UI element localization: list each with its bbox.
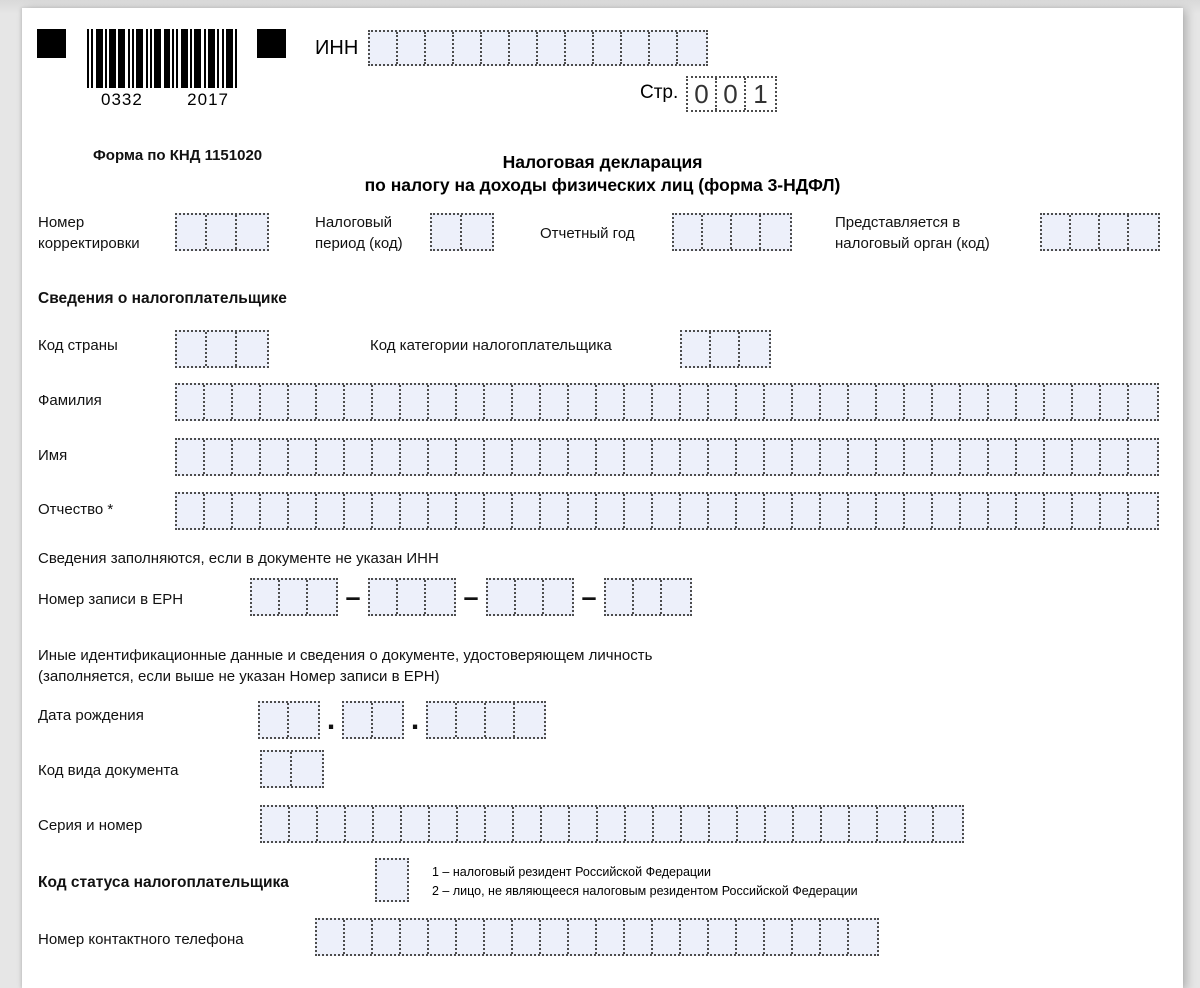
ern-label: Номер записи в ЕРН xyxy=(38,591,184,608)
tax-authority-label: Представляется в налоговый орган (код) xyxy=(835,214,990,252)
input-cell[interactable] xyxy=(703,215,732,249)
input-cell[interactable] xyxy=(486,703,515,737)
input-cell[interactable] xyxy=(344,703,373,737)
input-cell[interactable] xyxy=(989,440,1017,474)
input-cell[interactable] xyxy=(989,494,1017,528)
birth-year-field[interactable] xyxy=(426,701,546,739)
input-cell[interactable] xyxy=(261,385,289,419)
input-cell[interactable] xyxy=(761,215,790,249)
input-cell[interactable] xyxy=(401,385,429,419)
inn-label: ИНН xyxy=(315,37,359,59)
phone-field[interactable] xyxy=(315,918,879,956)
barcode-bars xyxy=(87,29,237,88)
input-cell[interactable] xyxy=(207,215,237,249)
birth-date-field-row xyxy=(258,697,546,743)
surname-field[interactable] xyxy=(175,383,1159,421)
input-cell[interactable] xyxy=(177,215,207,249)
input-cell[interactable] xyxy=(398,32,426,64)
input-cell[interactable] xyxy=(377,860,407,900)
correction-field[interactable] xyxy=(175,213,269,251)
surname-label: Фамилия xyxy=(38,392,102,409)
input-cell[interactable] xyxy=(622,32,650,64)
series-number-label: Серия и номер xyxy=(38,817,143,834)
input-cell[interactable] xyxy=(262,807,290,841)
phone-label: Номер контактного телефона xyxy=(38,931,244,948)
input-cell[interactable] xyxy=(401,440,429,474)
input-cell[interactable] xyxy=(233,385,261,419)
input-cell[interactable] xyxy=(765,494,793,528)
input-cell[interactable] xyxy=(934,807,962,841)
input-cell[interactable] xyxy=(261,494,289,528)
input-cell[interactable] xyxy=(428,703,457,737)
input-cell[interactable] xyxy=(345,494,373,528)
input-cell[interactable]: 1 xyxy=(753,78,768,109)
input-cell[interactable] xyxy=(462,215,492,249)
category-code-label: Код категории налогоплательщика xyxy=(370,337,612,354)
page-number-field xyxy=(686,76,777,112)
tax-period-label: Налоговый период (код) xyxy=(315,214,403,252)
input-cell[interactable] xyxy=(317,440,345,474)
input-cell[interactable] xyxy=(566,32,594,64)
dot-separator: . xyxy=(326,703,336,736)
input-cell[interactable] xyxy=(308,580,336,614)
input-cell[interactable] xyxy=(260,703,289,737)
input-cell[interactable] xyxy=(482,32,510,64)
input-cell[interactable] xyxy=(681,920,709,954)
series-number-field[interactable] xyxy=(260,805,964,843)
input-cell[interactable] xyxy=(821,385,849,419)
doc-type-label: Код вида документа xyxy=(38,762,179,779)
input-cell[interactable] xyxy=(432,215,462,249)
input-cell[interactable] xyxy=(793,494,821,528)
ern-group-2[interactable] xyxy=(368,578,456,616)
barcode-text-left: 0332 xyxy=(101,90,143,109)
dot-separator: . xyxy=(410,703,420,736)
input-cell[interactable] xyxy=(1045,440,1073,474)
input-cell[interactable] xyxy=(793,920,821,954)
country-code-field[interactable] xyxy=(175,330,269,368)
input-cell[interactable] xyxy=(933,385,961,419)
input-cell[interactable] xyxy=(905,385,933,419)
input-cell[interactable] xyxy=(1073,494,1101,528)
input-cell[interactable] xyxy=(205,385,233,419)
input-cell[interactable] xyxy=(318,807,346,841)
input-cell[interactable] xyxy=(374,807,402,841)
input-cell[interactable] xyxy=(454,32,482,64)
input-cell[interactable] xyxy=(513,385,541,419)
input-cell[interactable] xyxy=(732,215,761,249)
input-cell[interactable] xyxy=(289,440,317,474)
ern-field-row xyxy=(250,578,692,616)
input-cell[interactable] xyxy=(634,580,662,614)
input-cell[interactable] xyxy=(740,332,769,366)
input-cell[interactable] xyxy=(1017,494,1045,528)
input-cell[interactable] xyxy=(289,494,317,528)
input-cell[interactable] xyxy=(678,32,706,64)
correction-label: Номер корректировки xyxy=(38,214,140,252)
input-cell[interactable] xyxy=(485,385,513,419)
input-cell[interactable] xyxy=(541,494,569,528)
input-cell[interactable] xyxy=(794,807,822,841)
form-title xyxy=(22,151,1183,197)
birth-date-label: Дата рождения xyxy=(38,707,144,724)
input-cell[interactable] xyxy=(1017,440,1045,474)
input-cell[interactable] xyxy=(738,807,766,841)
input-cell[interactable] xyxy=(289,385,317,419)
input-cell[interactable] xyxy=(485,494,513,528)
input-cell[interactable] xyxy=(653,494,681,528)
input-cell[interactable] xyxy=(961,494,989,528)
input-cell[interactable] xyxy=(682,807,710,841)
page-number-label: Стр. xyxy=(640,82,679,103)
ern-group-3[interactable] xyxy=(486,578,574,616)
input-cell[interactable] xyxy=(933,440,961,474)
input-cell[interactable] xyxy=(370,580,398,614)
input-cell[interactable] xyxy=(373,703,402,737)
input-cell[interactable] xyxy=(514,807,542,841)
input-cell[interactable] xyxy=(877,385,905,419)
input-cell[interactable] xyxy=(569,920,597,954)
input-cell[interactable] xyxy=(681,494,709,528)
input-cell[interactable] xyxy=(849,920,877,954)
input-cell[interactable] xyxy=(597,440,625,474)
patronymic-field[interactable] xyxy=(175,492,1159,530)
input-cell[interactable] xyxy=(674,215,703,249)
input-cell[interactable] xyxy=(457,440,485,474)
input-cell[interactable] xyxy=(207,332,237,366)
input-cell[interactable] xyxy=(1129,494,1157,528)
barcode-text-right: 2017 xyxy=(187,90,229,109)
input-cell[interactable] xyxy=(906,807,934,841)
input-cell[interactable] xyxy=(1129,215,1158,249)
input-cell[interactable] xyxy=(1073,440,1101,474)
patronymic-label: Отчество * xyxy=(38,501,114,518)
input-cell[interactable] xyxy=(516,580,544,614)
input-cell[interactable] xyxy=(849,494,877,528)
input-cell[interactable] xyxy=(373,920,401,954)
registration-mark-left xyxy=(37,29,66,58)
input-cell[interactable] xyxy=(822,807,850,841)
input-cell[interactable] xyxy=(488,580,516,614)
input-cell[interactable] xyxy=(513,920,541,954)
input-cell[interactable] xyxy=(345,385,373,419)
input-cell[interactable] xyxy=(765,385,793,419)
inn-field[interactable] xyxy=(368,30,708,66)
input-cell[interactable] xyxy=(289,703,318,737)
input-cell[interactable] xyxy=(402,807,430,841)
taxpayer-section-header: Сведения о налогоплательщике xyxy=(38,290,287,307)
input-cell[interactable] xyxy=(346,807,374,841)
country-code-label: Код страны xyxy=(38,337,118,354)
input-cell[interactable] xyxy=(653,920,681,954)
input-cell[interactable] xyxy=(737,440,765,474)
input-cell[interactable] xyxy=(662,580,690,614)
input-cell[interactable] xyxy=(373,440,401,474)
input-cell[interactable] xyxy=(654,807,682,841)
input-cell[interactable] xyxy=(1100,215,1129,249)
dash-separator: – xyxy=(345,582,361,612)
input-cell[interactable] xyxy=(793,440,821,474)
name-label: Имя xyxy=(38,447,68,464)
status-option-2: 2 – лицо, не являющееся налоговым резидентом Российской Федерации xyxy=(432,884,858,898)
input-cell[interactable] xyxy=(345,440,373,474)
dash-separator: – xyxy=(581,582,597,612)
input-cell[interactable] xyxy=(681,385,709,419)
input-cell[interactable] xyxy=(933,494,961,528)
input-cell[interactable] xyxy=(486,807,514,841)
registration-mark-right xyxy=(257,29,286,58)
input-cell[interactable] xyxy=(205,440,233,474)
input-cell[interactable] xyxy=(878,807,906,841)
input-cell[interactable] xyxy=(1073,385,1101,419)
birth-month-field[interactable] xyxy=(342,701,404,739)
input-cell[interactable] xyxy=(625,494,653,528)
input-cell[interactable] xyxy=(793,385,821,419)
ern-group-4[interactable] xyxy=(604,578,692,616)
input-cell[interactable] xyxy=(429,920,457,954)
input-cell[interactable] xyxy=(205,494,233,528)
input-cell[interactable] xyxy=(709,920,737,954)
input-cell[interactable] xyxy=(510,32,538,64)
input-cell[interactable] xyxy=(426,580,454,614)
input-cell[interactable] xyxy=(177,440,205,474)
input-cell[interactable] xyxy=(961,440,989,474)
input-cell[interactable] xyxy=(485,920,513,954)
input-cell[interactable] xyxy=(1101,440,1129,474)
input-cell[interactable] xyxy=(737,385,765,419)
input-cell[interactable] xyxy=(317,920,345,954)
input-cell[interactable] xyxy=(513,440,541,474)
input-cell[interactable] xyxy=(513,494,541,528)
input-cell[interactable] xyxy=(569,440,597,474)
input-cell[interactable] xyxy=(850,807,878,841)
status-option-1: 1 – налоговый резидент Российской Федерации xyxy=(432,865,712,879)
input-cell[interactable] xyxy=(625,920,653,954)
input-cell[interactable] xyxy=(653,440,681,474)
input-cell[interactable] xyxy=(261,440,289,474)
input-cell[interactable] xyxy=(541,920,569,954)
form-code: Форма по КНД 1151020 xyxy=(93,147,263,164)
input-cell[interactable] xyxy=(1042,215,1071,249)
input-cell[interactable] xyxy=(1129,440,1157,474)
input-cell[interactable] xyxy=(821,440,849,474)
input-cell[interactable] xyxy=(1045,385,1073,419)
input-cell[interactable] xyxy=(766,807,794,841)
input-cell[interactable]: 0 xyxy=(717,78,746,110)
input-cell[interactable] xyxy=(398,580,426,614)
input-cell[interactable] xyxy=(1101,494,1129,528)
input-cell[interactable] xyxy=(569,494,597,528)
name-field[interactable] xyxy=(175,438,1159,476)
input-cell[interactable] xyxy=(457,920,485,954)
form-title-line2: по налогу на доходы физических лиц (форма 3-НДФЛ) xyxy=(364,175,841,195)
input-cell[interactable] xyxy=(233,440,261,474)
form-title-line1: Налоговая декларация xyxy=(502,152,703,172)
report-year-label: Отчетный год xyxy=(540,225,635,242)
input-cell[interactable] xyxy=(606,580,634,614)
status-field[interactable] xyxy=(375,858,409,902)
input-cell[interactable] xyxy=(570,807,598,841)
input-cell[interactable] xyxy=(625,440,653,474)
status-options xyxy=(432,863,858,901)
input-cell[interactable] xyxy=(317,494,345,528)
input-cell[interactable] xyxy=(1101,385,1129,419)
input-cell[interactable] xyxy=(877,494,905,528)
input-cell[interactable] xyxy=(429,385,457,419)
input-cell[interactable]: 0 xyxy=(688,78,717,110)
input-cell[interactable] xyxy=(650,32,678,64)
tax-authority-field[interactable] xyxy=(1040,213,1160,251)
status-label: Код статуса налогоплательщика xyxy=(38,874,289,891)
input-cell[interactable] xyxy=(625,385,653,419)
input-cell[interactable] xyxy=(292,752,322,786)
barcode-caption xyxy=(87,88,237,110)
input-cell[interactable] xyxy=(682,332,711,366)
input-cell[interactable] xyxy=(177,494,205,528)
input-cell[interactable] xyxy=(989,385,1017,419)
input-cell[interactable] xyxy=(237,215,267,249)
doc-type-field[interactable] xyxy=(260,750,324,788)
input-cell[interactable] xyxy=(515,703,544,737)
input-cell[interactable] xyxy=(262,752,292,786)
input-cell[interactable] xyxy=(849,440,877,474)
input-cell[interactable] xyxy=(370,32,398,64)
input-cell[interactable] xyxy=(821,920,849,954)
input-cell[interactable] xyxy=(485,440,513,474)
input-cell[interactable] xyxy=(373,385,401,419)
input-cell[interactable] xyxy=(233,494,261,528)
form-barcode xyxy=(87,29,237,110)
input-cell[interactable] xyxy=(457,494,485,528)
input-cell[interactable] xyxy=(961,385,989,419)
tax-period-field[interactable] xyxy=(430,213,494,251)
input-cell[interactable] xyxy=(457,385,485,419)
input-cell[interactable] xyxy=(541,440,569,474)
input-cell[interactable] xyxy=(541,385,569,419)
input-cell[interactable] xyxy=(290,807,318,841)
input-cell[interactable] xyxy=(177,385,205,419)
input-cell[interactable] xyxy=(1017,385,1045,419)
input-cell[interactable] xyxy=(765,920,793,954)
input-cell[interactable] xyxy=(317,385,345,419)
dash-separator: – xyxy=(463,582,479,612)
input-cell[interactable] xyxy=(594,32,622,64)
input-cell[interactable] xyxy=(429,440,457,474)
input-cell[interactable] xyxy=(401,494,429,528)
input-cell[interactable] xyxy=(710,807,738,841)
input-cell[interactable] xyxy=(653,385,681,419)
input-cell[interactable] xyxy=(237,332,267,366)
input-cell[interactable] xyxy=(252,580,280,614)
other-id-note: Иные идентификационные данные и сведения о документе, удостоверяющем личность (заполняется, если выше не указан Номер записи в ЕРН) xyxy=(38,647,653,685)
input-cell[interactable] xyxy=(426,32,454,64)
input-cell[interactable] xyxy=(597,385,625,419)
inn-note: Сведения заполняются, если в документе не указан ИНН xyxy=(38,550,439,567)
input-cell[interactable] xyxy=(849,385,877,419)
input-cell[interactable] xyxy=(905,494,933,528)
input-cell[interactable] xyxy=(177,332,207,366)
input-cell[interactable] xyxy=(905,440,933,474)
input-cell[interactable] xyxy=(1129,385,1157,419)
input-cell[interactable] xyxy=(542,807,570,841)
input-cell[interactable] xyxy=(709,440,737,474)
input-cell[interactable] xyxy=(737,920,765,954)
input-cell[interactable] xyxy=(821,494,849,528)
input-cell[interactable] xyxy=(626,807,654,841)
form-page xyxy=(22,8,1183,988)
birth-day-field[interactable] xyxy=(258,701,320,739)
input-cell[interactable] xyxy=(544,580,572,614)
input-cell[interactable] xyxy=(1045,494,1073,528)
input-cell[interactable] xyxy=(1071,215,1100,249)
input-cell[interactable] xyxy=(458,807,486,841)
input-cell[interactable] xyxy=(597,494,625,528)
input-cell[interactable] xyxy=(737,494,765,528)
input-cell[interactable] xyxy=(373,494,401,528)
input-cell[interactable] xyxy=(345,920,373,954)
input-cell[interactable] xyxy=(597,920,625,954)
input-cell[interactable] xyxy=(457,703,486,737)
input-cell[interactable] xyxy=(598,807,626,841)
input-cell[interactable] xyxy=(538,32,566,64)
input-cell[interactable] xyxy=(280,580,308,614)
input-cell[interactable] xyxy=(681,440,709,474)
input-cell[interactable] xyxy=(765,440,793,474)
ern-group-1[interactable] xyxy=(250,578,338,616)
input-cell[interactable] xyxy=(429,494,457,528)
input-cell[interactable] xyxy=(711,332,740,366)
report-year-field[interactable] xyxy=(672,213,792,251)
input-cell[interactable] xyxy=(877,440,905,474)
input-cell[interactable] xyxy=(709,385,737,419)
input-cell[interactable] xyxy=(430,807,458,841)
input-cell[interactable] xyxy=(569,385,597,419)
input-cell[interactable] xyxy=(709,494,737,528)
input-cell[interactable] xyxy=(401,920,429,954)
category-code-field[interactable] xyxy=(680,330,771,368)
